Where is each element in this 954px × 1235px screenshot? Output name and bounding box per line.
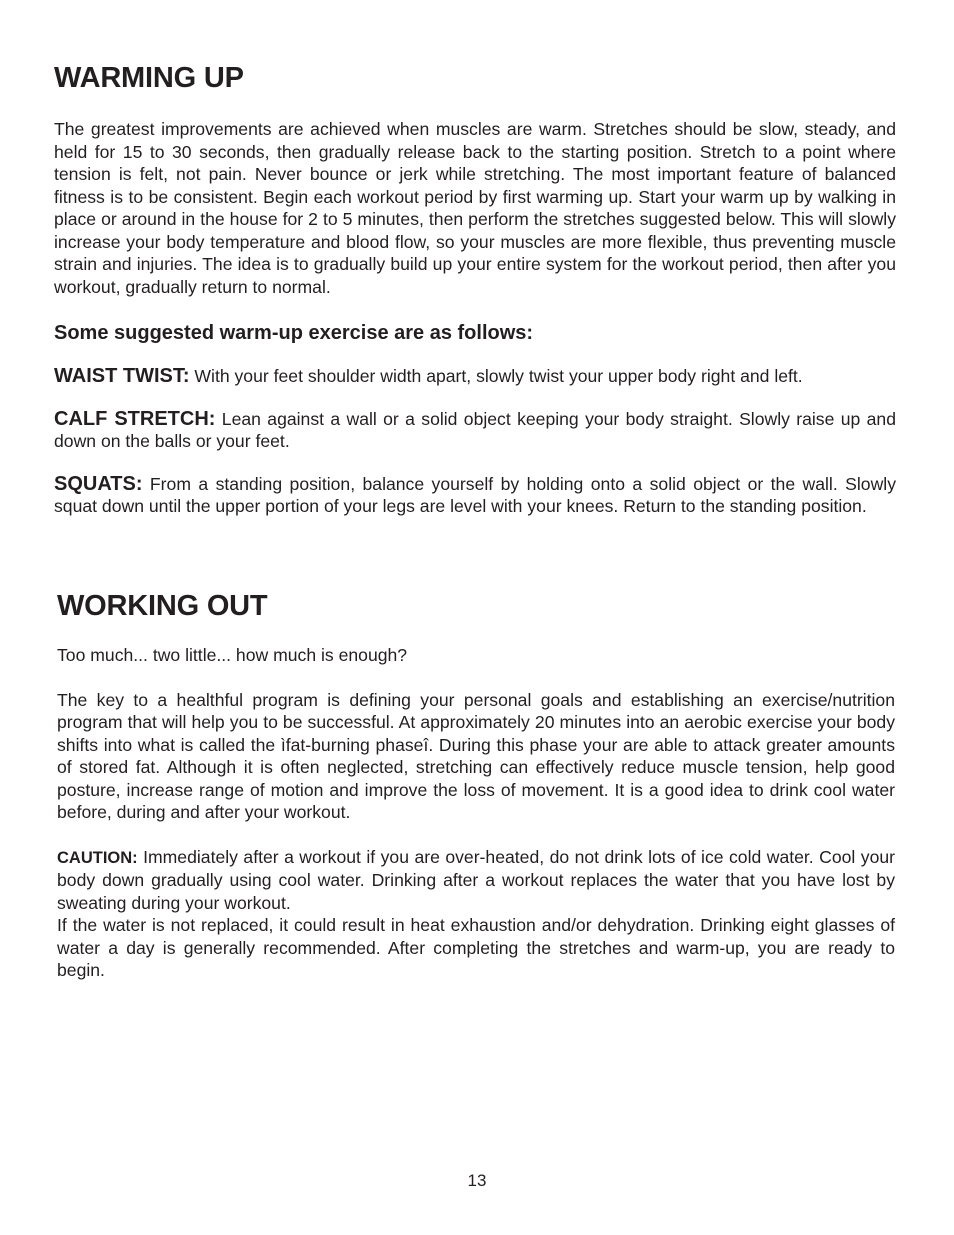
warming-up-intro-paragraph: The greatest improvements are achieved when muscles are warm. Stretches should be slow, steady, and held for 15 to 30 seconds, then gradually release back to the starting position. Stretch to a point where tension is felt, not pain. Never bounce or jerk while stretching. The most important feature of balanced fitness is to be consistent. Begin each workout period by first warming up. Start your warm up by walking in place or around in the house for 2 to 5 minutes, then perform the stretches suggested below. This will slowly increase your body temperature and blood flow, so your muscles are more flexible, thus preventing muscle strain and injuries. The idea is to gradually build up your entire system for the workout period, then after you workout, gradually return to normal. bbox=[54, 119, 896, 297]
caution-paragraph bbox=[57, 846, 895, 915]
exercise-name: CALF STRETCH: bbox=[54, 407, 216, 430]
exercise-name: WAIST TWIST: bbox=[54, 365, 190, 387]
exercise-waist-twist bbox=[54, 365, 896, 388]
working-out-lead: Too much... two little... how much is enough? bbox=[57, 645, 408, 665]
exercise-description: With your feet shoulder width apart, slowly twist your upper body right and left. bbox=[189, 366, 803, 386]
exercise-name: SQUATS: bbox=[54, 472, 143, 495]
exercise-calf-stretch bbox=[54, 408, 896, 453]
working-out-section bbox=[57, 586, 895, 982]
warm-up-exercises-subheading: Some suggested warm-up exercise are as follows: bbox=[54, 322, 534, 344]
exercise-description: Lean against a wall or a solid object keeping your body straight. Slowly raise up and down on the balls or your feet. bbox=[54, 408, 896, 451]
caution-label: CAUTION: bbox=[57, 848, 138, 867]
caution-continued-paragraph: If the water is not replaced, it could result in heat exhaustion and/or dehydration. Drinking eight glasses of water a day is generally recommended. After completing the stretches and warm-up, you are ready to begin. bbox=[57, 915, 895, 980]
exercise-squats bbox=[54, 473, 896, 518]
exercise-description: From a standing position, balance yourself by holding onto a solid object or the wall. Slowly squat down until the upper portion of your legs are level with your knees. Return to the standing position. bbox=[54, 473, 896, 516]
warming-up-heading: WARMING UP bbox=[54, 62, 244, 94]
working-out-body-paragraph: The key to a healthful program is defining your personal goals and establishing an exercise/nutrition program that will help you to be successful. At approximately 20 minutes into an aerobic exercise your body shifts into what is called the ìfat-burning phaseî. During this phase your are able to attack greater amounts of stored fat. Although it is often neglected, stretching can effectively reduce muscle tension, help good posture, increase range of motion and improve the loss of movement. It is a good idea to drink cool water before, during and after your workout. bbox=[57, 689, 895, 822]
caution-text: Immediately after a workout if you are over-heated, do not drink lots of ice cold water. Cool your body down gradually using cool water. Drinking after a workout replaces the water that you have lost by sweating during your workout. bbox=[57, 846, 895, 913]
working-out-heading: WORKING OUT bbox=[57, 590, 268, 622]
warming-up-section bbox=[54, 58, 896, 518]
page-number: 13 bbox=[467, 1171, 487, 1190]
